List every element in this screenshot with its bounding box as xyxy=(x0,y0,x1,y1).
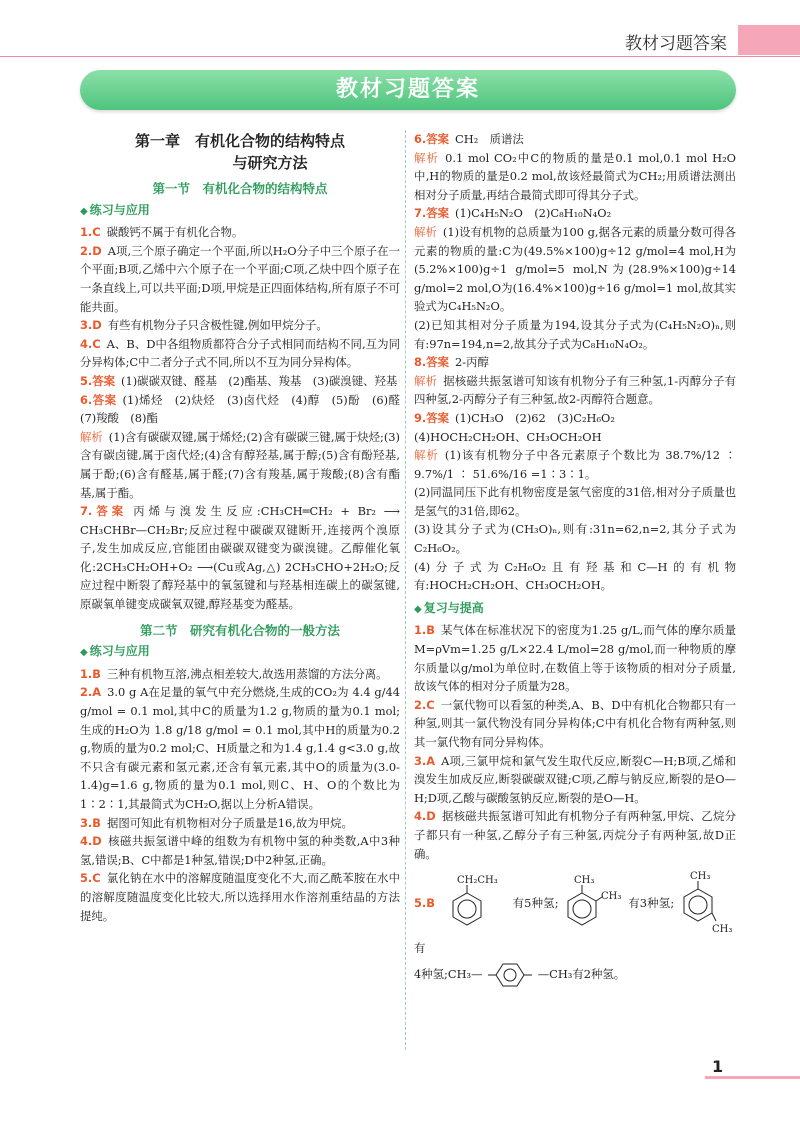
explanation-s2-9-part2: (2)同温同压下此有机物密度是氢气密度的31倍,相对分子质量也是氢气的31倍,即62。 xyxy=(414,485,736,518)
answer-s2-1 xyxy=(80,665,400,684)
answer-text: 4种氢;CH₃— xyxy=(414,966,483,981)
answer-text: A项,三个原子确定一个平面,所以H₂O分子中三个原子在一个平面;B项,乙烯中六个原子在一个平面;C项,乙炔中四个原子在一条直线上,可以共平面;D项,甲烷是正四面体结构,所有原子不可能共面。 xyxy=(80,243,400,314)
answer-6 xyxy=(80,391,412,428)
answer-number: 2.D xyxy=(80,243,102,258)
answer-number: 3.D xyxy=(80,318,102,333)
explanation-label: 解析 xyxy=(414,224,437,239)
diamond-icon: ◆ xyxy=(80,647,88,659)
ethyl-label: CH₂CH₃ xyxy=(456,875,498,887)
column-divider xyxy=(405,130,406,1050)
answer-number: 1.B xyxy=(414,623,435,638)
methyl-label: CH₃ xyxy=(574,875,595,887)
explanation-6 xyxy=(80,428,400,502)
header-accent-bar xyxy=(738,25,800,55)
running-title: 教材习题答案 xyxy=(625,34,727,54)
answer-s2-2 xyxy=(80,683,400,813)
answer-text: 据图可知此有机物相对分子质量是16,故为甲烷。 xyxy=(106,815,353,830)
explanation-text: (1)含有碳碳双键,属于烯烃;(2)含有碳碳三键,属于炔烃;(3)含有碳卤键,属于卤代烃;(4)含有醇羟基,属于醇;(5)含有酚羟基,属于酚;(6)含有醛基,属于醛;(7)含有羧基,属于羧酸;(8)含有酯基,属于酯。 xyxy=(80,429,400,500)
header-rule xyxy=(0,56,800,57)
answer-text: (1)碳碳双键、醛基 (2)酯基、羧基 (3)碳溴键、羟基 xyxy=(121,373,398,388)
methyl-label: CH₃ xyxy=(712,924,733,936)
explanation-s2-9-part4: (4)分子式为C₂H₆O₂且有羟基和C—H的有机物有:HOCH₂CH₂OH、CH₃OCH₂OH。 xyxy=(414,559,736,593)
answer-text: 有 xyxy=(414,941,426,956)
answer-text: 碳酸钙不属于有机化合物。 xyxy=(106,225,244,240)
answer-number: 5.C xyxy=(80,871,101,886)
answer-3 xyxy=(80,316,400,335)
answer-text: 氯化钠在水中的溶解度随温度变化不大,而乙酰苯胺在水中的溶解度随温度变化比较大,所以选择用水作溶剂重结晶的方法提纯。 xyxy=(80,871,400,923)
answer-text: 3.0 g A在足量的氧气中充分燃烧,生成的CO₂为 4.4 g/44 g/mol = 0.1 mol,其中C的质量为1.2 g,物质的量为0.1 mol;生成的H₂O为 1.8 g/18 g/mol = 0.1 mol,其中H的质量为0.2 g,物质的量为0.2 mol;C、H质量之和为1.4 g,1.4 g<3.0 g,故不只含有碳元素和氢元素,还含有氧元素,其中O的质量为(3.0-1.4)g=1.6 g,物质的量为0.1 mol,则C、H、O的个数比为1∶2∶1,其最简式为CH₂O,据以上分析A错误。 xyxy=(80,685,400,811)
explanation-label: 解析 xyxy=(414,150,440,165)
explanation-text: (1)设有机物的总质量为100 g,据各元素的质量分数可得各元素的物质的量:C为(49.5%×100)g÷12 g/mol=4 mol,H为(5.2%×100)g÷1 g/mol=5 mol,N为(28.9%×100)g÷14 g/mol=2 mol,O为(16.4%×100)g÷16 g/mol=1 mol,故其实验式为C₄H₅N₂O。 xyxy=(414,224,736,314)
answer-text: 据核磁共振氢谱可知此有机物分子有两种氢,甲烷、乙烷分子都只有一种氢,乙醇分子有三种氢,丙烷分子有两种氢,故D正确。 xyxy=(414,809,736,861)
answer-number: 4.C xyxy=(80,336,101,351)
answer-number: 7.答案 xyxy=(80,504,128,519)
review-answer-5-cont xyxy=(414,962,736,988)
section2-title: 第二节 研究有机化合物的一般方法 xyxy=(139,622,340,638)
answer-number: 2.C xyxy=(414,697,435,712)
answer-number: 6.答案 xyxy=(80,392,117,407)
review-answer-1 xyxy=(414,621,736,695)
answer-number: 5.B xyxy=(414,896,435,911)
explanation-s2-7-part2: (2)已知其相对分子质量为194,设其分子式为(C₄H₅N₂O)ₙ,则有:97n=194,n=2,故其分子式为C₈H₁₀N₄O₂。 xyxy=(414,317,736,351)
answer-text: —CH₃有2种氢。 xyxy=(537,966,626,981)
answer-text: 有5种氢; xyxy=(512,896,559,911)
answer-text: 某气体在标准状况下的密度为1.25 g/L,而气体的摩尔质量M=ρVm=1.25 g/L×22.4 L/mol=28 g/mol,而一种物质的摩尔质量以g/mol为单位时,在数值上等于该物质的相对分子质量,故该气体的相对分子质量为28。 xyxy=(414,623,736,694)
page-banner: 教材习题答案 xyxy=(80,70,736,110)
explanation-label: 解析 xyxy=(414,448,439,463)
answer-text: 核磁共振氢谱中峰的组数为有机物中氢的种类数,A中3种氢,错误;B、C中都是1种氢,错误;D中2种氢,正确。 xyxy=(80,834,400,867)
answer-text: (1)CH₃O (2)62 (3)C₂H₆O₂ xyxy=(455,410,615,425)
answer-number: 4.D xyxy=(414,809,436,824)
answer-number: 5.答案 xyxy=(80,373,116,388)
answer-text: A、B、D中各组物质都符合分子式相同而结构不同,互为同分异构体;C中二者分子式不同,所以不互为同分异构体。 xyxy=(80,336,400,370)
answer-text: 丙烯与溴发生反应:CH₃CH═CH₂ + Br₂ ⟶ CH₃CHBr—CH₂Br;反应过程中碳碳双键断开,连接两个溴原子,发生加成反应,官能团由碳碳双键变为碳溴键。乙醇催化氧化:2CH₃CH₂OH+O₂ ⟶(Cu或Ag,△) 2CH₃CHO+2H₂O;反应过程中断裂了醇羟基中的氧氢键和与羟基相连碳上的碳氢键,原碳氧单键变成碳氧双键,醇羟基变为醛基。 xyxy=(80,504,400,612)
answer-s2-4 xyxy=(80,832,400,869)
chapter-title-line2: 与研究方法 xyxy=(232,154,308,172)
answer-s2-7 xyxy=(414,204,736,223)
answer-number: 7.答案 xyxy=(414,206,450,221)
answer-text: (1)C₄H₅N₂O (2)C₈H₁₀N₄O₂ xyxy=(455,206,612,221)
review-subtitle-text: 复习与提高 xyxy=(423,600,484,615)
answer-1 xyxy=(80,223,400,242)
explanation-s2-8 xyxy=(414,372,736,409)
answer-7 xyxy=(80,502,400,614)
answer-s2-5 xyxy=(80,869,400,925)
answer-text: 三种有机物互溶,沸点相差较大,故选用蒸馏的方法分离。 xyxy=(106,666,388,681)
methyl-label: CH₃ xyxy=(601,891,622,903)
answer-number: 9.答案 xyxy=(414,410,450,425)
answer-number: 1.C xyxy=(80,225,101,240)
explanation-s2-7 xyxy=(414,223,736,316)
diamond-icon: ◆ xyxy=(414,603,422,615)
review-answer-2 xyxy=(414,696,736,752)
explanation-s2-9 xyxy=(414,446,736,483)
answer-s2-6 xyxy=(414,130,736,149)
section2-subtitle xyxy=(80,642,400,663)
methyl-label: CH₃ xyxy=(690,871,711,883)
o-xylene-structure xyxy=(564,873,622,935)
answer-text: A项,三氯甲烷和氯气发生取代反应,断裂C—H;B项,乙烯和溴发生加成反应,断裂碳碳双键;C项,乙醇与钠反应,断裂的是O—H;D项,乙酸与碳酸氢钠反应,断裂的是O—H。 xyxy=(414,753,736,805)
explanation-label: 解析 xyxy=(80,429,103,444)
answer-text: 有3种氢; xyxy=(628,896,675,911)
page-number: 1 xyxy=(712,1057,724,1076)
review-answer-4 xyxy=(414,807,736,863)
answer-s2-8 xyxy=(414,353,736,372)
m-xylene-structure xyxy=(680,869,734,939)
explanation-text: 据核磁共振氢谱可知该有机物分子有三种氢,1-丙醇分子有四种氢,2-丙醇分子有三种氢,故2-丙醇符合题意。 xyxy=(414,373,736,407)
answer-text: 一氯代物可以看氢的种类,A、B、D中有机化合物都只有一种氢,则其一氯代物没有同分异构体;C中有机化合物有两种氢,则其一氯代物有同分异构体。 xyxy=(414,697,736,749)
chapter-title xyxy=(80,130,400,174)
answer-s2-3 xyxy=(80,814,400,833)
diamond-icon: ◆ xyxy=(80,205,88,217)
p-xylene-structure xyxy=(488,962,532,988)
page-number-underline xyxy=(705,1076,800,1079)
explanation-text: (1)该有机物分子中各元素原子个数比为 38.7%/12 ∶ 9.7%/1 ∶ 51.6%/16 =1∶3∶1。 xyxy=(414,448,736,481)
answer-text: CH₂ 质谱法 xyxy=(455,132,524,146)
explanation-s2-6 xyxy=(414,149,736,205)
answer-4 xyxy=(80,335,400,372)
section2-subtitle-text: 练习与应用 xyxy=(89,644,150,659)
review-subtitle xyxy=(414,599,736,620)
section1-subtitle-text: 练习与应用 xyxy=(89,202,150,217)
section1-title: 第一节 有机化合物的结构特点 xyxy=(152,181,328,196)
section1-subtitle xyxy=(80,201,400,222)
answer-number: 1.B xyxy=(80,666,101,681)
answer-number: 4.D xyxy=(80,834,102,849)
answer-2 xyxy=(80,242,400,316)
right-column xyxy=(414,130,736,988)
explanation-label: 解析 xyxy=(414,373,438,388)
answer-number: 8.答案 xyxy=(414,355,450,370)
answer-5 xyxy=(80,372,400,391)
explanation-s2-9-part3: (3)设其分子式为(CH₃O)ₙ,则有:31n=62,n=2,其分子式为C₂H₆O₂。 xyxy=(414,522,736,556)
answer-s2-9-part4: (4)HOCH₂CH₂OH、CH₃OCH₂OH xyxy=(414,429,602,444)
explanation-text: 0.1 mol CO₂中C的物质的量是0.1 mol,0.1 mol H₂O中,H的物质的量是0.2 mol,故该烃最简式为CH₂;用质谱法测出相对分子质量,再结合最简式即可得其分子式。 xyxy=(414,150,736,202)
chapter-title-line1: 第一章 有机化合物的结构特点 xyxy=(134,132,345,150)
answer-s2-9 xyxy=(414,409,736,428)
answer-number: 3.B xyxy=(80,815,101,830)
left-column xyxy=(80,130,412,925)
answer-text: (1)烯烃 (2)炔烃 (3)卤代烃 (4)醇 (5)酚 (6)醛 (7)羧酸 (8)酯 xyxy=(80,392,412,426)
ethylbenzene-structure xyxy=(447,873,507,935)
answer-number: 6.答案 xyxy=(414,132,450,146)
answer-text: 有些有机物分子只含极性键,例如甲烷分子。 xyxy=(107,318,328,333)
answer-number: 2.A xyxy=(80,685,102,700)
answer-number: 3.A xyxy=(414,753,436,768)
review-answer-5 xyxy=(414,869,736,958)
review-answer-3 xyxy=(414,752,736,808)
answer-text: 2-丙醇 xyxy=(455,355,489,370)
